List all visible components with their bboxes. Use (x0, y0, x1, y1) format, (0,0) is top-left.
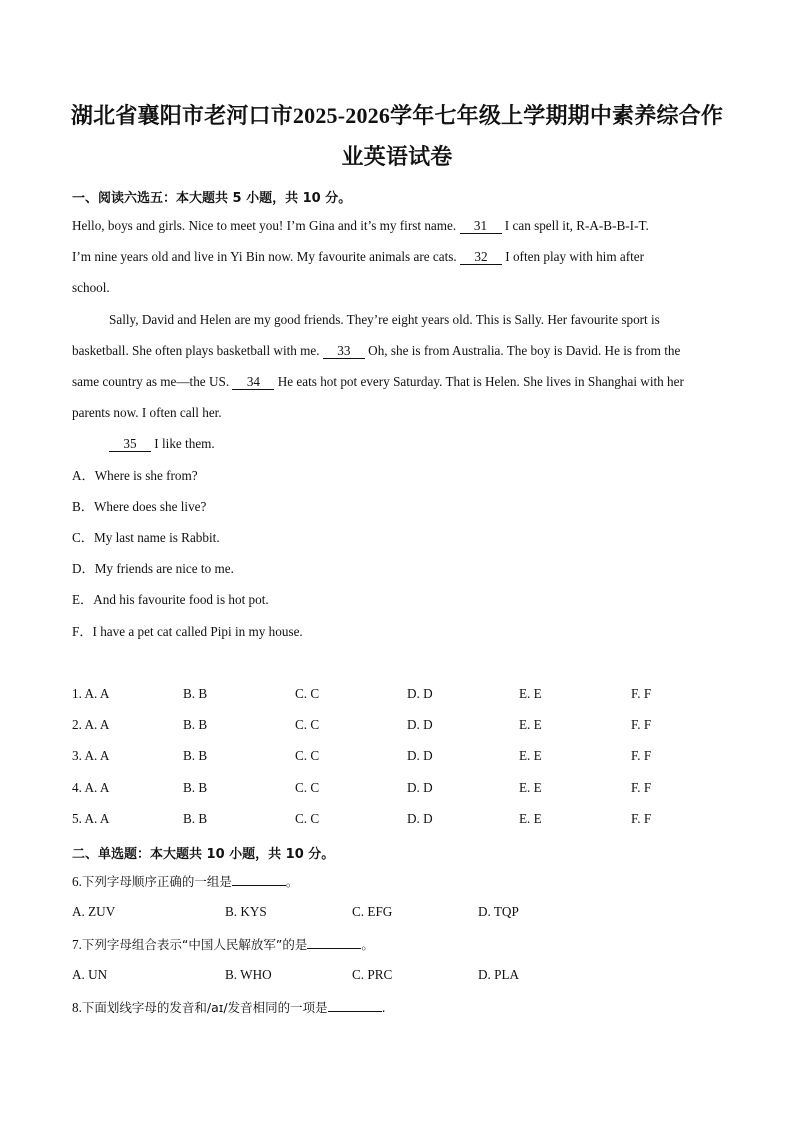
question-7-options (72, 967, 732, 983)
question-8: 8.下面划线字母的发音和/aɪ/发音相同的一项是 . (72, 1000, 386, 1015)
blank-35: 35 (109, 437, 151, 452)
answer-row-2-choice-label[interactable]: 2. A. A (72, 717, 110, 733)
option-d: D．My friends are nice to me. (72, 561, 234, 576)
answer-row-3-choice-f[interactable]: F. F (631, 748, 652, 764)
answer-row-4-choice-label[interactable]: 4. A. A (72, 779, 110, 795)
option-f: F．I have a pet cat called Pipi in my house. (72, 624, 303, 639)
q7-option-a[interactable]: A. UN (72, 967, 108, 982)
answer-row-4-choice-b[interactable]: B. B (183, 779, 208, 795)
answer-row-3-choice-d[interactable]: D. D (407, 748, 433, 764)
answer-row-3 (72, 748, 732, 764)
section-1-heading: 一、阅读六选五：本大题共 5 小题，共 10 分。 (72, 191, 352, 206)
answer-row-4-choice-f[interactable]: F. F (631, 779, 652, 795)
option-c: C．My last name is Rabbit. (72, 530, 220, 545)
blank-31: 31 (460, 219, 502, 234)
question-7: 7.下列字母组合表示“中国人民解放军”的是 。 (72, 937, 374, 952)
answer-row-4-choice-e[interactable]: E. E (519, 779, 542, 795)
answer-row-2 (72, 717, 732, 733)
answer-row-4 (72, 780, 732, 796)
answer-row-5 (72, 811, 732, 827)
answer-row-5-choice-b[interactable]: B. B (183, 810, 208, 826)
question-6-options (72, 904, 732, 920)
q6-option-d[interactable]: D. TQP (478, 904, 519, 919)
answer-row-1-choice-label[interactable]: 1. A. A (72, 686, 110, 701)
answer-row-3-choice-b[interactable]: B. B (183, 748, 208, 764)
answer-row-5-choice-label[interactable]: 5. A. A (72, 810, 110, 826)
answer-row-5-choice-d[interactable]: D. D (407, 810, 433, 826)
answer-row-1-choice-c[interactable]: C. C (295, 686, 320, 701)
q6-option-c[interactable]: C. EFG (352, 904, 393, 919)
answer-row-2-choice-f[interactable]: F. F (631, 717, 652, 733)
q6-option-b[interactable]: B. KYS (225, 904, 267, 919)
answer-row-2-choice-b[interactable]: B. B (183, 717, 208, 733)
answer-row-1 (72, 686, 732, 702)
q7-option-c[interactable]: C. PRC (352, 967, 393, 982)
passage-line-6: same country as me—the US. 34 He eats hot pot every Saturday. That is Helen. She lives in Shanghai with her (72, 374, 684, 389)
exam-title-line-2: 业英语试卷 (341, 144, 453, 169)
option-e: E．And his favourite food is hot pot. (72, 592, 269, 607)
passage-line-4: Sally, David and Helen are my good friends. They’re eight years old. This is Sally. Her favourite sport is (109, 312, 660, 327)
exam-title-line-1: 湖北省襄阳市老河口市2025-2026学年七年级上学期期中素养综合作 (70, 103, 724, 128)
answer-row-3-choice-e[interactable]: E. E (519, 748, 542, 764)
answer-row-5-choice-f[interactable]: F. F (631, 810, 652, 826)
answer-row-1-choice-f[interactable]: F. F (631, 686, 652, 701)
blank-33: 33 (323, 344, 365, 359)
q7-option-b[interactable]: B. WHO (225, 967, 272, 982)
answer-row-1-choice-e[interactable]: E. E (519, 686, 542, 701)
passage-line-1: Hello, boys and girls. Nice to meet you! I’m Gina and it’s my first name. 31 I can spell it, R-A-B-B-I-T. (72, 218, 649, 233)
passage-line-8: 35 I like them. (109, 436, 215, 452)
option-a: A．Where is she from? (72, 468, 198, 483)
answer-row-5-choice-c[interactable]: C. C (295, 810, 320, 826)
answer-row-4-choice-c[interactable]: C. C (295, 779, 320, 795)
question-6: 6.下列字母顺序正确的一组是 。 (72, 874, 299, 889)
passage-line-5: basketball. She often plays basketball with me. 33 Oh, she is from Australia. The boy is David. He is from the (72, 343, 681, 358)
answer-row-3-choice-label[interactable]: 3. A. A (72, 748, 110, 764)
passage-line-3: school. (72, 280, 110, 295)
answer-row-2-choice-e[interactable]: E. E (519, 717, 542, 733)
answer-row-1-choice-b[interactable]: B. B (183, 686, 208, 701)
answer-row-1-choice-d[interactable]: D. D (407, 686, 433, 701)
option-b: B．Where does she live? (72, 499, 207, 514)
q7-option-d[interactable]: D. PLA (478, 967, 520, 982)
section-2-heading: 二、单选题：本大题共 10 小题，共 10 分。 (72, 847, 335, 862)
passage-line-2: I’m nine years old and live in Yi Bin now. My favourite animals are cats. 32 I often play with him after (72, 249, 645, 264)
answer-row-5-choice-e[interactable]: E. E (519, 810, 542, 826)
answer-row-2-choice-d[interactable]: D. D (407, 717, 433, 733)
q6-option-a[interactable]: A. ZUV (72, 904, 116, 919)
answer-row-2-choice-c[interactable]: C. C (295, 717, 320, 733)
blank-32: 32 (460, 250, 502, 265)
answer-row-3-choice-c[interactable]: C. C (295, 748, 320, 764)
passage-line-7: parents now. I often call her. (72, 405, 222, 420)
answer-row-4-choice-d[interactable]: D. D (407, 779, 433, 795)
blank-34: 34 (232, 375, 274, 390)
